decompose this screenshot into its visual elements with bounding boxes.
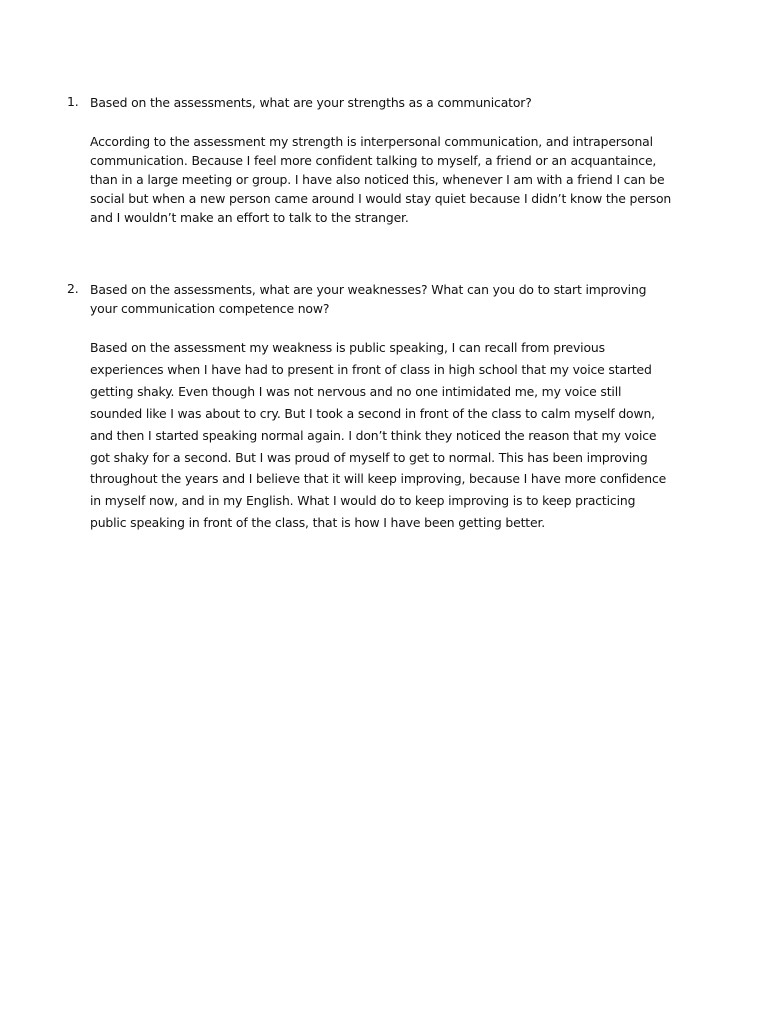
item-number: 2. <box>67 281 79 296</box>
list-item <box>67 281 687 534</box>
item-number: 1. <box>67 94 79 109</box>
list-item <box>67 94 687 227</box>
question-text: Based on the assessments, what are your weaknesses? What can you do to start improving your communication competence now? <box>90 282 647 316</box>
answer-paragraph: According to the assessment my strength is interpersonal communication, and intrapersonal communication. Because I feel more confident talking to myself, a friend or an acquantaince, than in a large meeting or group. I have also noticed this, whenever I am with a friend I can be social but when a new person came around I would stay quiet because I didn’t know the person and I wouldn’t make an effort to talk to the stranger. <box>90 133 672 225</box>
question-text: Based on the assessments, what are your strengths as a communicator? <box>90 95 532 110</box>
answer-paragraph: Based on the assessment my weakness is public speaking, I can recall from previous experiences when I have had to present in front of class in high school that my voice started getting shaky. Even though I was not nervous and no one intimidated me, my voice still sounded like I was about to cry. But I took a second in front of the class to calm myself down, and then I started speaking normal again. I don’t think they noticed the reason that my voice got shaky for a second. But I was proud of myself to get to normal. This has been improving throughout the years and I believe that it will keep improving, because I have more confidence in myself now, and in my English. What I would do to keep improving is to keep practicing public speaking in front of the class, that is how I have been getting better. <box>90 340 667 531</box>
